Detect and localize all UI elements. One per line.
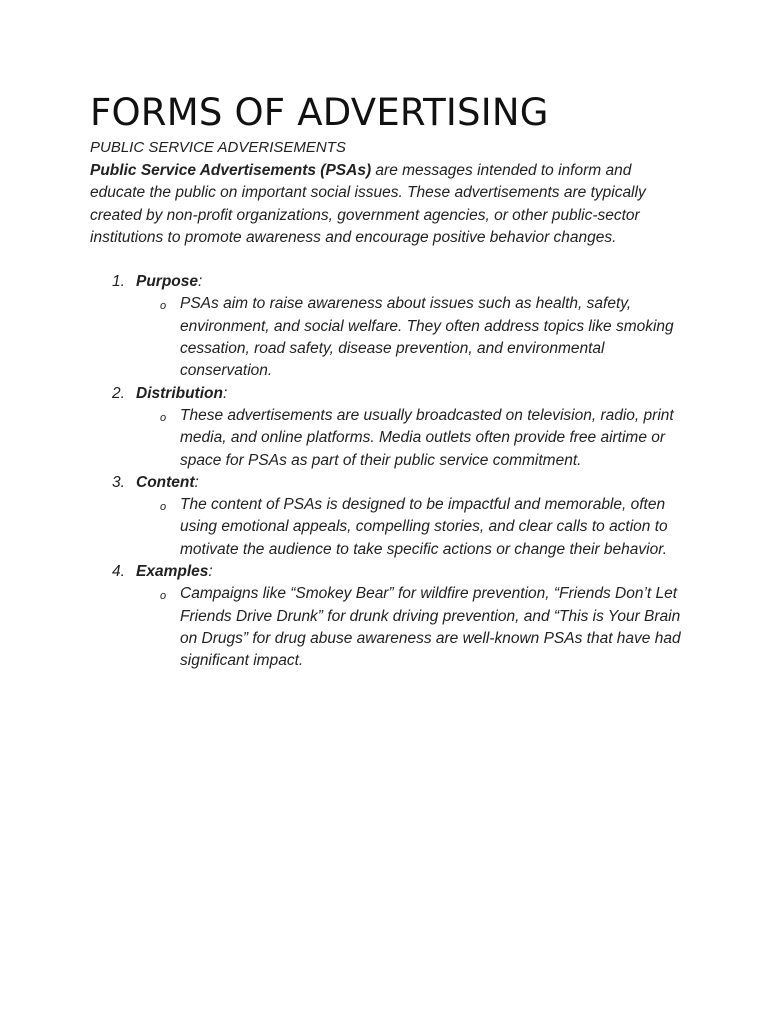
list-item-colon: : — [222, 384, 228, 402]
list-item-heading: Purpose — [136, 273, 199, 291]
list-item-colon: : — [198, 273, 203, 291]
sub-list — [136, 583, 682, 672]
list-item-examples — [90, 561, 682, 672]
sub-list-text: Campaigns like “Smokey Bear” for wildfire prevention, “Friends Don’t Let Friends Drive Drunk” for drunk driving prevention, and “This is Your Brain on Drugs” for drug abuse awareness are well-known PSAs that have had significant impact. — [180, 585, 681, 670]
intro-lead: Public Service Advertisements (PSAs) — [90, 162, 372, 179]
list-item-colon: : — [208, 563, 213, 581]
intro-paragraph — [90, 160, 682, 249]
list-item-purpose — [90, 271, 682, 382]
document-subtitle: PUBLIC SERVICE ADVERISEMENTS — [90, 139, 346, 156]
sub-list-text: These advertisements are usually broadcasted on television, radio, print media, and online platforms. Media outlets often provide free airtime or space for PSAs as part of their public service commitment. — [180, 406, 674, 469]
sub-list-item — [160, 494, 682, 561]
sub-list-item — [160, 583, 682, 672]
sub-list-item — [160, 293, 682, 382]
psa-list — [90, 271, 682, 672]
sub-list-item — [160, 405, 682, 472]
sub-list — [136, 293, 682, 382]
document-title: FORMS OF ADVERTISING — [90, 91, 549, 134]
list-item-distribution — [90, 383, 682, 472]
list-item-number: 2. — [112, 384, 125, 402]
list-item-heading: Distribution — [136, 384, 223, 402]
sub-list-text: PSAs aim to raise awareness about issues such as health, safety, environment, and social welfare. They often address topics like smoking cessation, road safety, disease prevention, and environmental conservation. — [180, 295, 674, 380]
list-item-number: 4. — [112, 563, 125, 581]
sub-list — [136, 494, 682, 561]
list-item-heading: Content — [136, 473, 195, 491]
sub-bullet-icon: o — [160, 300, 167, 313]
list-item-number: 3. — [112, 473, 125, 491]
list-item-heading: Examples — [136, 563, 209, 581]
intro-text: are messages intended to inform and educate the public on important social issues. These advertisements are typically created by non-profit organizations, government agencies, or other public-sector institutions to promote awareness and encourage positive behavior changes. — [90, 162, 646, 246]
list-item-colon: : — [194, 473, 199, 491]
list-item-number: 1. — [112, 273, 125, 291]
sub-bullet-icon: o — [160, 590, 167, 603]
sub-list-text: The content of PSAs is designed to be impactful and memorable, often using emotional appeals, compelling stories, and clear calls to action to motivate the audience to take specific actions or change their behavior. — [180, 496, 668, 558]
list-item-content — [90, 472, 682, 561]
sub-bullet-icon: o — [160, 501, 167, 514]
sub-list — [136, 405, 682, 472]
sub-bullet-icon: o — [160, 411, 167, 424]
